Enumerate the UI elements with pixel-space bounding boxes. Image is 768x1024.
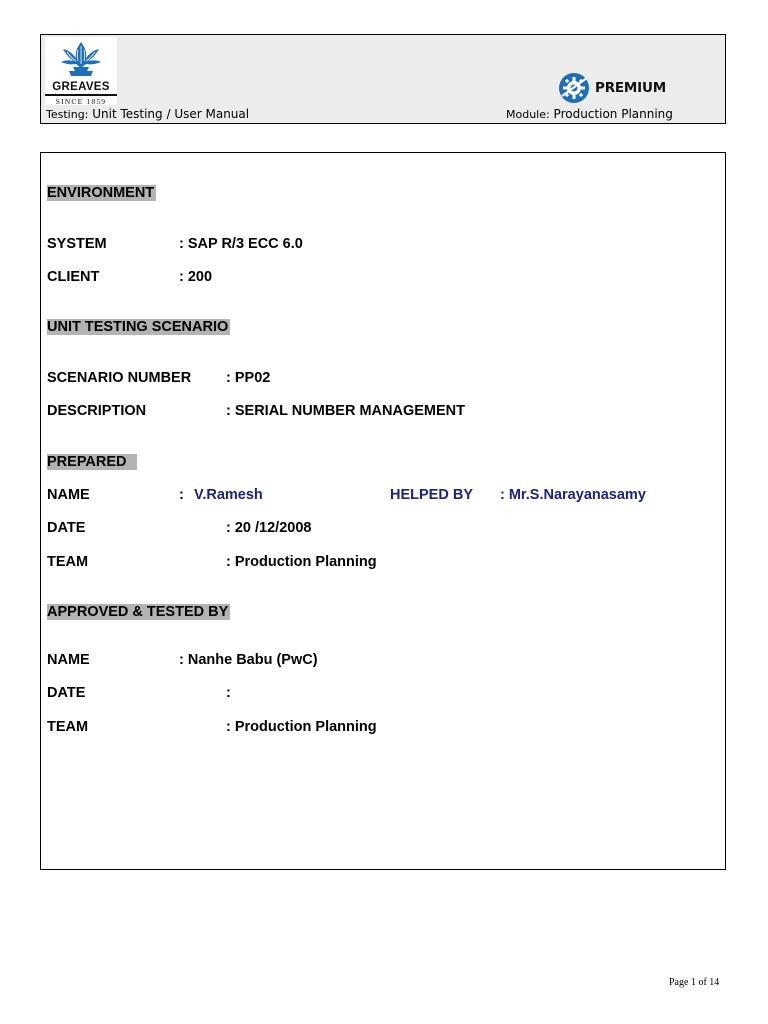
prepared-date-label: DATE — [47, 520, 86, 536]
gear-wheel-icon — [558, 72, 590, 104]
approved-title: APPROVED & TESTED BY — [47, 604, 229, 620]
prepared-name-label: NAME — [47, 487, 90, 503]
approved-name-label: NAME — [47, 652, 90, 668]
environment-title: ENVIRONMENT — [47, 185, 155, 201]
client-label: CLIENT — [47, 269, 100, 285]
prepared-section — [47, 453, 137, 471]
module-label: Module: — [506, 108, 550, 121]
prepared-team-row — [47, 553, 377, 571]
greaves-logo — [45, 37, 117, 105]
client-value: : 200 — [179, 269, 213, 285]
prepared-name-value: V.Ramesh — [194, 487, 263, 503]
system-value: : SAP R/3 ECC 6.0 — [179, 236, 303, 252]
approved-date-label: DATE — [47, 685, 86, 701]
testing-value: Unit Testing / User Manual — [92, 107, 250, 121]
testing-info — [46, 107, 249, 121]
premium-logo — [558, 72, 666, 104]
approved-team-row — [47, 718, 377, 736]
company-name: GREAVES — [45, 81, 117, 96]
prepared-name-colon: : — [179, 487, 184, 503]
environment-section — [47, 184, 156, 202]
helped-by-value: : Mr.S.Narayanasamy — [500, 487, 646, 503]
description-label: DESCRIPTION — [47, 403, 147, 419]
brand-name: PREMIUM — [595, 80, 666, 96]
document-body — [40, 152, 726, 870]
approved-name-row — [47, 651, 318, 669]
scenario-title: UNIT TESTING SCENARIO — [47, 319, 229, 335]
helped-by-label: HELPED BY — [390, 487, 473, 503]
approved-team-value: : Production Planning — [226, 719, 377, 735]
approved-date-value: : — [226, 685, 231, 701]
prepared-name-row — [47, 486, 646, 504]
system-label: SYSTEM — [47, 236, 107, 252]
prepared-date-value: : 20 /12/2008 — [226, 520, 312, 536]
prepared-date-row — [47, 519, 312, 537]
approved-date-row — [47, 684, 231, 702]
module-info — [506, 107, 673, 121]
testing-label: Testing: — [46, 108, 89, 121]
prepared-title: PREPARED — [47, 454, 137, 470]
scenario-section — [47, 318, 230, 336]
company-since: SINCE 1859 — [55, 97, 107, 106]
description-value: : SERIAL NUMBER MANAGEMENT — [226, 403, 465, 419]
scenario-number-label: SCENARIO NUMBER — [47, 370, 192, 386]
approved-section — [47, 603, 230, 621]
page-number: Page 1 of 14 — [669, 977, 720, 988]
scenario-number-value: : PP02 — [226, 370, 271, 386]
document-header — [40, 34, 726, 124]
module-value: Production Planning — [553, 107, 673, 121]
approved-name-value: : Nanhe Babu (PwC) — [179, 652, 318, 668]
description-row — [47, 402, 465, 420]
phoenix-emblem-icon — [57, 38, 105, 80]
scenario-number-row — [47, 369, 271, 387]
client-row — [47, 268, 213, 286]
prepared-team-value: : Production Planning — [226, 554, 377, 570]
system-row — [47, 235, 303, 253]
approved-team-label: TEAM — [47, 719, 89, 735]
prepared-team-label: TEAM — [47, 554, 89, 570]
